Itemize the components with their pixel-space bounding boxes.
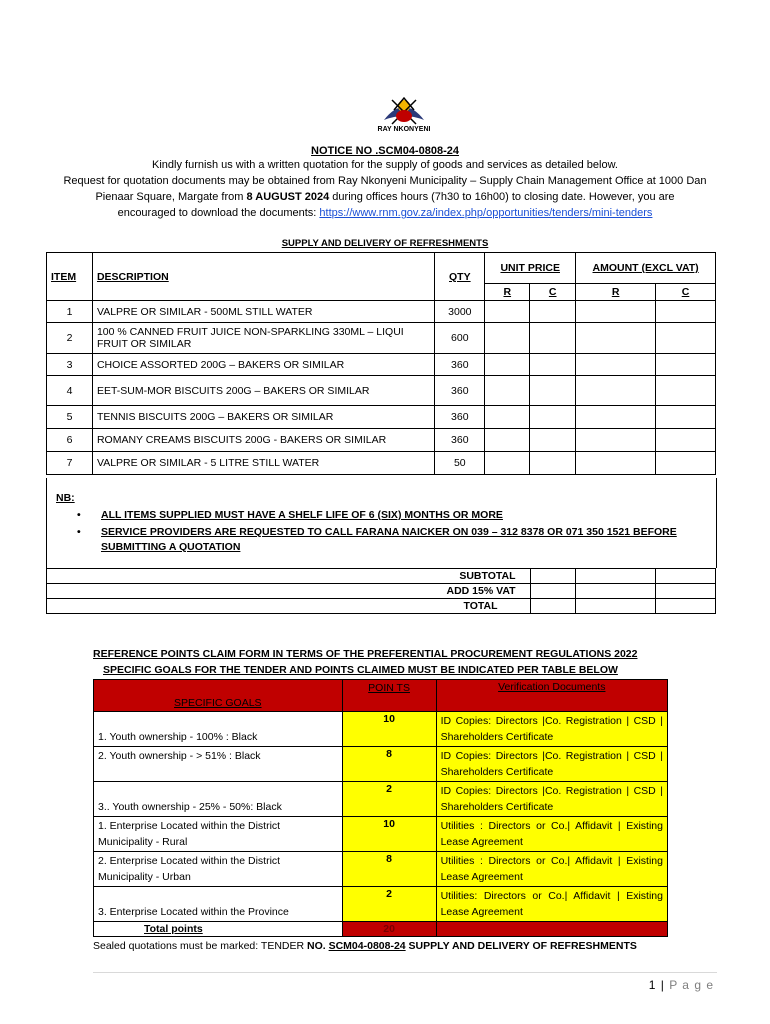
intro-line-3-post: during offices hours (7h30 to 16h00) to closing date. However, you are xyxy=(329,191,675,203)
supply-table xyxy=(46,252,716,475)
table-row xyxy=(47,376,716,406)
unit-price-c-cell[interactable] xyxy=(530,452,576,475)
subtotal-cell-b[interactable] xyxy=(576,569,656,584)
total-cell-b[interactable] xyxy=(576,599,656,614)
reference-subtitle: SPECIFIC GOALS FOR THE TENDER AND POINTS CLAIMED MUST BE INDICATED PER TABLE BELOW xyxy=(103,664,618,676)
amount-r-cell[interactable] xyxy=(576,429,656,452)
nb-item-call-contact: • SERVICE PROVIDERS ARE REQUESTED TO CALL FARANA NAICKER ON 039 – 312 8378 OR 071 350 1521 BEFORE SUBMITTING A QUOTATION xyxy=(77,525,697,555)
unit-price-r-header: R xyxy=(485,284,530,301)
goal-text: 1. Enterprise Located within the District Municipality - Rural xyxy=(94,817,343,852)
intro-line-4-pre: encouraged to download the documents: xyxy=(117,207,320,219)
goal-verification: Utilities : Directors or Co.| Affidavit | Existing Lease Agreement xyxy=(436,817,667,852)
amount-r-cell[interactable] xyxy=(576,301,656,323)
goal-points: 10 xyxy=(342,817,436,852)
item-description: VALPRE OR SIMILAR - 500ML STILL WATER xyxy=(92,301,434,323)
subtotal-label: SUBTOTAL xyxy=(47,569,531,584)
goal-verification: ID Copies: Directors |Co. Registration | CSD | Shareholders Certificate xyxy=(436,712,667,747)
amount-c-cell[interactable] xyxy=(656,452,716,475)
reference-title: REFERENCE POINTS CLAIM FORM IN TERMS OF THE PREFERENTIAL PROCUREMENT REGULATIONS 2022 xyxy=(93,648,638,660)
nb-label: NB: xyxy=(56,492,75,504)
tenders-link[interactable]: https://www.rnm.gov.za/index.php/opportunities/tenders/mini-tenders xyxy=(319,207,653,219)
total-label: TOTAL xyxy=(47,599,531,614)
goal-points: 10 xyxy=(342,712,436,747)
sealed-no: NO. xyxy=(307,940,329,952)
goal-points: 8 xyxy=(342,852,436,887)
vat-label: ADD 15% VAT xyxy=(47,584,531,599)
goal-text: 3. Enterprise Located within the Province xyxy=(94,887,343,922)
item-qty: 360 xyxy=(435,429,485,452)
intro-line-4 xyxy=(0,207,770,219)
sealed-post: SUPPLY AND DELIVERY OF REFRESHMENTS xyxy=(405,940,637,952)
unit-price-r-cell[interactable] xyxy=(485,452,530,475)
item-description: EET-SUM-MOR BISCUITS 200G – BAKERS OR SIMILAR xyxy=(92,376,434,406)
nb-item-shelf-life: • ALL ITEMS SUPPLIED MUST HAVE A SHELF LIFE OF 6 (SIX) MONTHS OR MORE xyxy=(77,508,697,523)
goal-points: 2 xyxy=(342,887,436,922)
table-row xyxy=(47,354,716,376)
item-qty: 360 xyxy=(435,354,485,376)
total-points-row xyxy=(94,922,668,937)
goal-row xyxy=(94,712,668,747)
amount-c-header: C xyxy=(656,284,716,301)
unit-price-r-cell[interactable] xyxy=(485,429,530,452)
amount-c-cell[interactable] xyxy=(656,354,716,376)
goal-text: 2. Enterprise Located within the District Municipality - Urban xyxy=(94,852,343,887)
subtotal-cell-c[interactable] xyxy=(656,569,716,584)
total-points-blank xyxy=(436,922,667,937)
unit-price-c-header: C xyxy=(530,284,576,301)
table-row xyxy=(47,429,716,452)
footer-divider xyxy=(93,972,717,973)
intro-line-3 xyxy=(0,191,770,203)
goal-verification: ID Copies: Directors |Co. Registration | CSD | Shareholders Certificate xyxy=(436,782,667,817)
item-description: ROMANY CREAMS BISCUITS 200G - BAKERS OR SIMILAR xyxy=(92,429,434,452)
nb-section xyxy=(46,478,717,568)
col-qty-header: QTY xyxy=(435,253,485,301)
page-num: 1 xyxy=(648,978,657,992)
unit-price-r-cell[interactable] xyxy=(485,301,530,323)
intro-line-2: Request for quotation documents may be obtained from Ray Nkonyeni Municipality – Supply Chain Management Office at 1000 Dan xyxy=(63,175,707,187)
col-amount-header: AMOUNT (EXCL VAT) xyxy=(576,253,716,284)
goal-row xyxy=(94,747,668,782)
vat-cell-a[interactable] xyxy=(530,584,576,599)
amount-r-cell[interactable] xyxy=(576,406,656,429)
unit-price-r-cell[interactable] xyxy=(485,354,530,376)
col-item-header: ITEM xyxy=(47,253,93,301)
sealed-ref: SCM04-0808-24 xyxy=(328,940,406,952)
vat-cell-b[interactable] xyxy=(576,584,656,599)
item-number: 1 xyxy=(47,301,93,323)
sealed-quotation-note xyxy=(93,940,637,952)
amount-r-cell[interactable] xyxy=(576,452,656,475)
item-number: 4 xyxy=(47,376,93,406)
col-description-header: DESCRIPTION xyxy=(92,253,434,301)
amount-c-cell[interactable] xyxy=(656,376,716,406)
unit-price-c-cell[interactable] xyxy=(530,376,576,406)
closing-date: 8 AUGUST 2024 xyxy=(246,191,330,203)
municipality-logo xyxy=(372,90,436,142)
intro-line-1: Kindly furnish us with a written quotation for the supply of goods and services as detailed below. xyxy=(152,159,618,171)
notice-number: NOTICE NO .SCM04-0808-24 xyxy=(311,145,459,157)
goal-text: 1. Youth ownership - 100% : Black xyxy=(94,712,343,747)
col-points-header: POIN TS xyxy=(342,680,436,712)
goal-row xyxy=(94,852,668,887)
amount-r-cell[interactable] xyxy=(576,376,656,406)
page-sep: | xyxy=(656,978,670,992)
item-number: 2 xyxy=(47,323,93,354)
total-points-value: 20 xyxy=(342,922,436,937)
total-cell-c[interactable] xyxy=(656,599,716,614)
item-qty: 50 xyxy=(435,452,485,475)
goal-verification: ID Copies: Directors |Co. Registration | CSD | Shareholders Certificate xyxy=(436,747,667,782)
unit-price-c-cell[interactable] xyxy=(530,323,576,354)
amount-r-header: R xyxy=(576,284,656,301)
goal-verification: Utilities: Directors or Co.| Affidavit | Existing Lease Agreement xyxy=(436,887,667,922)
item-number: 7 xyxy=(47,452,93,475)
item-description: CHOICE ASSORTED 200G – BAKERS OR SIMILAR xyxy=(92,354,434,376)
page-number xyxy=(649,978,714,992)
item-description: TENNIS BISCUITS 200G – BAKERS OR SIMILAR xyxy=(92,406,434,429)
table-row xyxy=(47,323,716,354)
unit-price-r-cell[interactable] xyxy=(485,376,530,406)
item-number: 5 xyxy=(47,406,93,429)
unit-price-c-cell[interactable] xyxy=(530,354,576,376)
totals-table xyxy=(46,568,716,614)
item-qty: 3000 xyxy=(435,301,485,323)
vat-cell-c[interactable] xyxy=(656,584,716,599)
sealed-pre: Sealed quotations must be marked: TENDER xyxy=(93,940,307,952)
goal-points: 2 xyxy=(342,782,436,817)
amount-r-cell[interactable] xyxy=(576,323,656,354)
goal-row xyxy=(94,817,668,852)
amount-c-cell[interactable] xyxy=(656,406,716,429)
item-qty: 360 xyxy=(435,376,485,406)
goal-text: 2. Youth ownership - > 51% : Black xyxy=(94,747,343,782)
goal-text: 3.. Youth ownership - 25% - 50%: Black xyxy=(94,782,343,817)
table-row xyxy=(47,452,716,475)
supply-table-title: SUPPLY AND DELIVERY OF REFRESHMENTS xyxy=(281,238,489,249)
table-row xyxy=(47,301,716,323)
col-specific-goals-header: SPECIFIC GOALS xyxy=(94,680,343,712)
item-description: 100 % CANNED FRUIT JUICE NON-SPARKLING 330ML – LIQUI FRUIT OR SIMILAR xyxy=(92,323,434,354)
unit-price-r-cell[interactable] xyxy=(485,323,530,354)
intro-line-3-pre: Pienaar Square, Margate from xyxy=(95,191,247,203)
unit-price-c-cell[interactable] xyxy=(530,406,576,429)
goal-row xyxy=(94,782,668,817)
item-description: VALPRE OR SIMILAR - 5 LITRE STILL WATER xyxy=(92,452,434,475)
amount-c-cell[interactable] xyxy=(656,429,716,452)
subtotal-cell-a[interactable] xyxy=(530,569,576,584)
unit-price-r-cell[interactable] xyxy=(485,406,530,429)
col-verification-header: Verification Documents xyxy=(436,680,667,712)
goal-row xyxy=(94,887,668,922)
unit-price-c-cell[interactable] xyxy=(530,429,576,452)
specific-goals-table xyxy=(93,679,668,937)
page-word: P a g e xyxy=(669,978,714,992)
item-qty: 600 xyxy=(435,323,485,354)
goal-points: 8 xyxy=(342,747,436,782)
total-cell-a[interactable] xyxy=(530,599,576,614)
col-unit-price-header: UNIT PRICE xyxy=(485,253,576,284)
goal-verification: Utilities : Directors or Co.| Affidavit | Existing Lease Agreement xyxy=(436,852,667,887)
table-row xyxy=(47,406,716,429)
nb-list xyxy=(77,508,697,557)
item-number: 6 xyxy=(47,429,93,452)
item-number: 3 xyxy=(47,354,93,376)
unit-price-c-cell[interactable] xyxy=(530,301,576,323)
amount-c-cell[interactable] xyxy=(656,301,716,323)
logo-text: RAY NKONYENI xyxy=(377,126,431,133)
amount-c-cell[interactable] xyxy=(656,323,716,354)
total-points-label: Total points xyxy=(94,922,343,937)
amount-r-cell[interactable] xyxy=(576,354,656,376)
item-qty: 360 xyxy=(435,406,485,429)
